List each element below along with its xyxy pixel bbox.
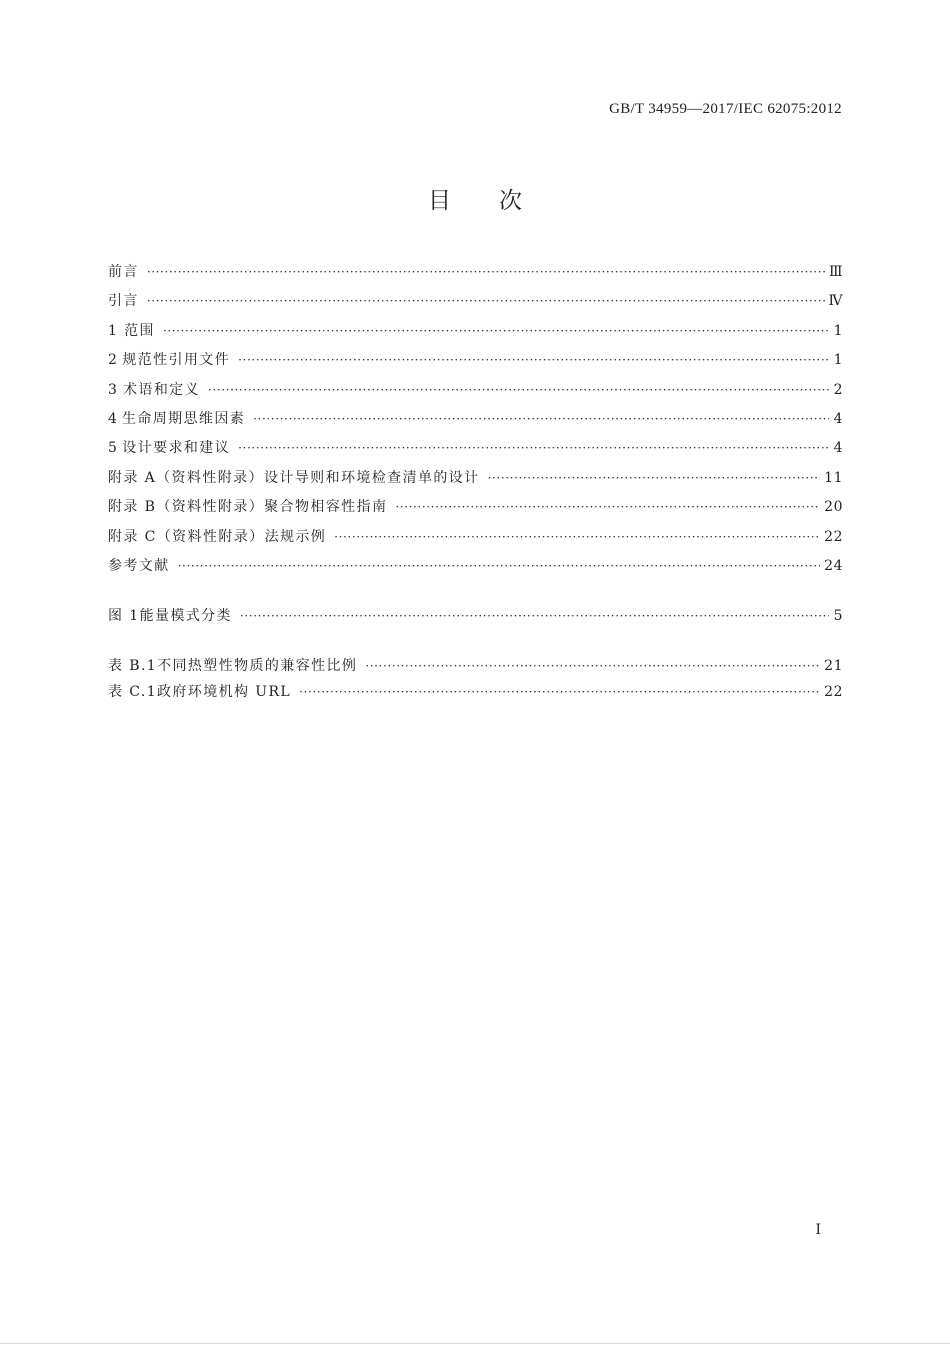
toc-entry-annex-a[interactable] — [108, 467, 843, 487]
dot-leader — [178, 559, 821, 573]
dot-leader — [163, 324, 829, 338]
toc-entry-annex-b[interactable] — [108, 496, 843, 516]
toc-entry-label: 范围 — [124, 323, 155, 339]
toc-entry-number: 5 — [108, 440, 119, 456]
toc-entry-label: 能量模式分类 — [139, 608, 232, 624]
toc-entry-table-b1[interactable] — [108, 655, 843, 675]
toc-entry-introduction[interactable] — [108, 290, 843, 310]
toc-entry-number: 表 C.1 — [108, 684, 158, 700]
toc-entry-label: 前言 — [108, 264, 139, 280]
toc-entry-4[interactable] — [108, 408, 843, 428]
toc-entry-number: 表 B.1 — [108, 658, 158, 674]
toc-entry-page: 1 — [833, 323, 843, 339]
dot-leader — [208, 383, 829, 397]
toc-entry-label: 术语和定义 — [123, 382, 201, 398]
toc-entry-label: 设计导则和环境检查清单的设计 — [263, 470, 480, 486]
toc-entry-page: 4 — [833, 411, 843, 427]
toc-entry-label: 生命周期思维因素 — [121, 411, 246, 427]
toc-entry-page: 22 — [824, 529, 843, 545]
standard-code: GB/T 34959—2017/IEC 62075:2012 — [609, 101, 842, 117]
toc-entry-number: 图 1 — [108, 608, 140, 624]
toc-entry-page: 21 — [824, 658, 843, 674]
toc-entry-page: 20 — [824, 499, 843, 515]
toc-entry-page: 24 — [824, 558, 843, 574]
dot-leader — [147, 294, 825, 308]
dot-leader — [240, 609, 829, 623]
toc-entry-table-c1[interactable] — [108, 681, 843, 701]
page-title — [0, 182, 950, 215]
toc-entry-number: 2 — [108, 352, 119, 368]
toc-entry-annex-c[interactable] — [108, 526, 843, 546]
toc-entry-1[interactable] — [108, 320, 843, 340]
dot-leader — [365, 659, 820, 673]
toc-entry-page: 11 — [824, 470, 843, 486]
dot-leader — [299, 685, 820, 699]
toc-entry-label: 政府环境机构 URL — [157, 684, 292, 700]
toc-entry-5[interactable] — [108, 437, 843, 457]
toc-entry-page: 5 — [833, 608, 843, 624]
dot-leader — [253, 412, 829, 426]
toc-entry-bibliography[interactable] — [108, 555, 843, 575]
dot-leader — [334, 530, 820, 544]
title-char-1: 目 — [428, 188, 451, 214]
toc-entry-label: 聚合物相容性指南 — [264, 499, 388, 515]
toc-entry-label: 引言 — [108, 293, 139, 309]
toc-entry-number: 附录 A（资料性附录） — [108, 470, 264, 486]
toc-entry-label: 法规示例 — [264, 529, 327, 545]
toc-entry-page: 2 — [833, 382, 843, 398]
toc-entry-figure-1[interactable] — [108, 605, 843, 625]
toc-entry-page: 4 — [833, 440, 843, 456]
dot-leader — [395, 500, 820, 514]
toc-entry-foreword[interactable] — [108, 261, 843, 281]
dot-leader — [238, 353, 829, 367]
page-number: I — [815, 1222, 821, 1238]
toc-entry-label: 不同热塑性物质的兼容性比例 — [157, 658, 358, 674]
title-char-2: 次 — [499, 188, 522, 214]
dot-leader — [488, 471, 821, 485]
toc-entry-page: Ⅳ — [828, 293, 843, 309]
toc-entry-label: 参考文献 — [108, 558, 170, 574]
dot-leader — [238, 441, 829, 455]
dot-leader — [147, 265, 825, 279]
toc-entry-page: Ⅲ — [828, 264, 843, 280]
toc-entry-page: 1 — [833, 352, 843, 368]
toc-entry-number: 1 — [108, 323, 119, 339]
toc-entry-number: 附录 C（资料性附录） — [108, 529, 265, 545]
page-bottom-divider — [0, 1343, 950, 1344]
toc-entry-2[interactable] — [108, 349, 843, 369]
toc-entry-number: 附录 B（资料性附录） — [108, 499, 265, 515]
toc-entry-number: 4 — [108, 411, 119, 427]
toc-entry-page: 22 — [824, 684, 843, 700]
toc-entry-3[interactable] — [108, 379, 843, 399]
toc-entry-label: 设计要求和建议 — [122, 440, 231, 456]
toc-entry-label: 规范性引用文件 — [122, 352, 231, 368]
toc-entry-number: 3 — [108, 382, 119, 398]
